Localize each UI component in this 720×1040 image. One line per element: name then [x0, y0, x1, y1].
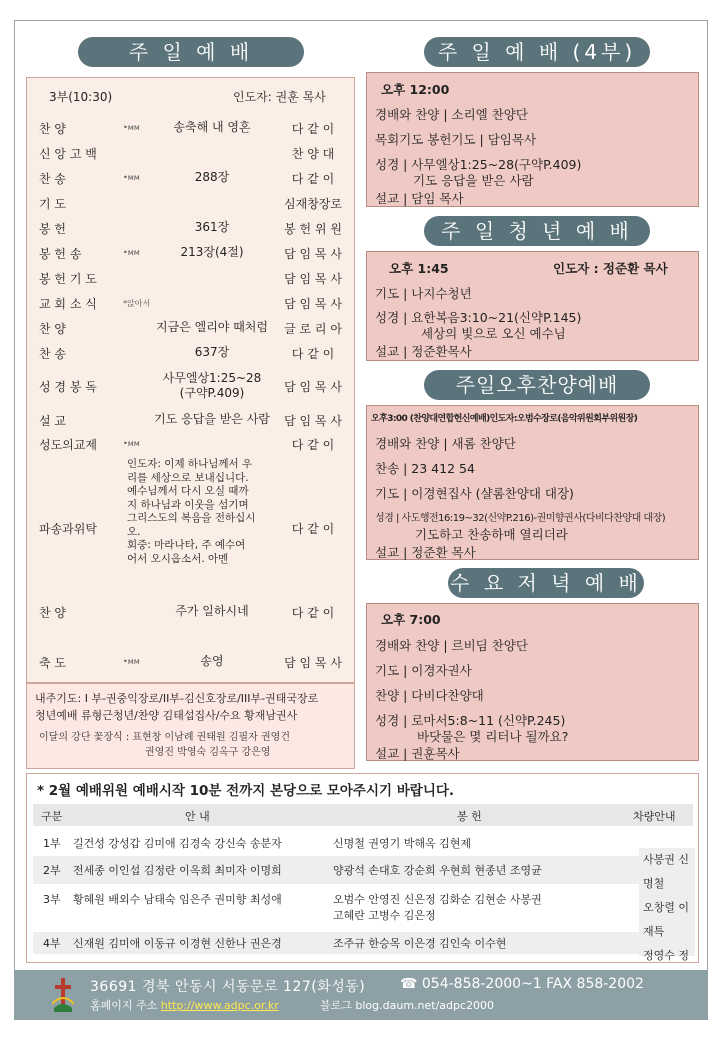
roster-part: 4부 — [43, 937, 61, 950]
youth-leader: 인도자 : 정준환 목사 — [553, 261, 668, 276]
roster-guide: 길건성 강성갑 김미애 김경숙 강신숙 송분자 — [73, 837, 282, 850]
order-content: 288장 — [194, 170, 230, 184]
order-item: 봉 헌 송 — [39, 247, 82, 261]
youth-line: 설교 | 정준환목사 — [375, 344, 472, 359]
roster-offering: 조주규 한승목 이은경 김인숙 이수현 — [333, 937, 507, 950]
order-mark: •ᴍᴍ — [123, 123, 140, 132]
order-who: 다 같 이 — [291, 606, 335, 620]
order-item: 설 교 — [39, 414, 66, 428]
footer-blog: 블로그 blog.daum.net/adpc2000 — [320, 999, 495, 1012]
order-who: 담 임 목 사 — [284, 380, 342, 394]
roster-offering: 오범수 안영진 신은정 김화순 김현순 사봉권 고혜란 고병수 김은정 — [333, 893, 542, 922]
order-mark: •ᴍᴍ — [123, 248, 140, 257]
youth-service-box — [366, 251, 699, 361]
service-4-sermon-title: 기도 응답을 받은 사람 — [413, 173, 534, 188]
car-name: 정영수 정 — [643, 949, 690, 962]
notes-box — [26, 683, 355, 769]
car-name: 사봉권 신명철 — [643, 853, 690, 890]
roster-guide: 신재원 김미애 이동규 이경현 신한나 권은경 — [73, 937, 282, 950]
flower-note-1: 이달의 강단 꽃장식 : 표현창 이남례 권태원 김필자 권영건 — [39, 732, 290, 743]
order-mark: •ᴍᴍ — [123, 439, 140, 448]
order-content: 주가 일하시네 — [175, 604, 249, 618]
roster-offering: 양광석 손대호 강순희 우현희 현종년 조영균 — [333, 864, 542, 877]
order-mark: •ᴍᴍ — [123, 657, 140, 666]
wednesday-sermon-title: 바닷물은 몇 리터나 될까요? — [417, 729, 569, 744]
order-item: 축 도 — [39, 656, 66, 670]
col-guide: 안 내 — [185, 810, 210, 823]
order-mark: *앉아서 — [123, 299, 151, 308]
wednesday-line: 기도 | 이경자권사 — [375, 663, 472, 678]
order-who: 글 로 리 아 — [284, 322, 342, 336]
prayer-note-2: 청년예배 류형근청년/찬양 김태섭집사/수요 황재남권사 — [35, 709, 298, 722]
order-item: 교 회 소 식 — [39, 297, 97, 311]
order-who: 다 같 이 — [291, 122, 335, 136]
service-4-line: 성경 | 사무엘상1:25~28(구약P.409) — [375, 157, 582, 172]
order-item: 기 도 — [39, 197, 66, 211]
order-who: 담 임 목 사 — [284, 414, 342, 428]
roster-offering: 신명철 권영기 박해옥 김현제 — [333, 837, 472, 850]
footer — [14, 970, 708, 1020]
order-content: 361장 — [194, 220, 230, 234]
order-who: 담 임 목 사 — [284, 272, 342, 286]
order-content: 기도 응답을 받은 사람 — [154, 412, 270, 426]
order-item: 찬 송 — [39, 347, 66, 361]
order-content: 지금은 엘리야 때처럼 — [156, 320, 268, 334]
order-content: 637장 — [194, 345, 230, 359]
afternoon-header: 오후3:00 (찬양대연합헌신예배)인도자:오범수장로(음악위원회부위원장) — [371, 414, 638, 424]
roster-part: 2부 — [43, 864, 61, 877]
order-content: 인도자: 이제 하나님께서 우리를 세상으로 보내십니다. 예수님께서 다시 오실 때까지 하나님과 이웃을 섬기며 그리스도의 복음을 전하십시오. 회중: 마라나타, 주 예수여 어서 오시옵소서. 아멘 — [127, 458, 256, 565]
footer-address: 36691 경북 안동시 서동문로 127(화성동) — [90, 979, 366, 995]
home-label: 홈페이지 주소 — [90, 999, 158, 1012]
wednesday-service-title: 수 요 저 녁 예 배 — [448, 568, 644, 598]
order-who: 담 임 목 사 — [284, 247, 342, 261]
wednesday-service-box — [366, 603, 699, 761]
youth-service-title: 주 일 청 년 예 배 — [424, 216, 650, 246]
order-who: 봉 헌 위 원 — [284, 222, 342, 236]
order-item: 성 경 봉 독 — [39, 380, 97, 394]
col-part: 구분 — [41, 810, 63, 823]
roster-guide: 전세종 이인섭 김정란 이옥희 최미자 이명희 — [73, 864, 282, 877]
afternoon-line: 성경 | 사도행전16:19~32(신약P.216)-권미향권사(다비다찬양대 대장) — [375, 513, 666, 524]
roster-row — [33, 932, 639, 954]
order-item: 찬 양 — [39, 122, 66, 136]
sunday-service-title: 주 일 예 배 — [78, 37, 304, 67]
youth-sermon-title: 세상의 빛으로 오신 예수님 — [421, 326, 566, 341]
service-leader: 인도자: 권훈 목사 — [233, 90, 326, 104]
order-item: 봉 헌 기 도 — [39, 272, 97, 286]
order-item: 성도의교제 — [39, 438, 97, 452]
youth-time: 오후 1:45 — [389, 261, 449, 276]
order-who: 담 임 목 사 — [284, 656, 342, 670]
roster-part: 1부 — [43, 837, 61, 850]
home-url-link[interactable]: http://www.adpc.or.kr — [160, 999, 279, 1012]
service-4-line: 목회기도 봉헌기도 | 담임목사 — [375, 132, 537, 147]
car-guide — [639, 848, 695, 962]
order-item: 찬 송 — [39, 172, 66, 186]
order-who: 심재창장로 — [284, 197, 342, 211]
afternoon-line: 기도 | 이경현집사 (샬롬찬양대 대장) — [375, 486, 574, 501]
afternoon-sermon-title: 기도하고 찬송하매 열리더라 — [415, 527, 568, 542]
afternoon-line: 찬송 | 23 412 54 — [375, 461, 475, 476]
service-4-line: 설교 | 담임 목사 — [375, 191, 464, 206]
footer-home — [90, 997, 279, 1013]
order-content: 송영 — [200, 654, 224, 668]
roster-row — [33, 888, 639, 928]
wednesday-line: 설교 | 권훈목사 — [375, 746, 460, 761]
wednesday-line: 성경 | 로마서5:8~11 (신약P.245) — [375, 713, 566, 728]
order-who: 담 임 목 사 — [284, 297, 342, 311]
roster-part: 3부 — [43, 893, 61, 906]
wednesday-line: 찬양 | 다비다찬양대 — [375, 688, 484, 703]
roster-row — [33, 856, 639, 884]
youth-line: 성경 | 요한복음3:10~21(신약P.145) — [375, 310, 582, 325]
order-who: 찬 양 대 — [291, 147, 335, 161]
youth-line: 기도 | 나지수청년 — [375, 286, 472, 301]
afternoon-line: 경배와 찬양 | 새롬 찬양단 — [375, 436, 516, 451]
order-mark: •ᴍᴍ — [123, 173, 140, 182]
afternoon-line: 설교 | 정준환 목사 — [375, 545, 476, 560]
order-content: 사무엘상1:25~28 (구약P.409) — [162, 371, 262, 400]
service-time: 3부(10:30) — [49, 90, 113, 104]
order-who: 다 같 이 — [291, 172, 335, 186]
flower-note-2: 권영진 박영숙 김옥구 강은영 — [145, 747, 271, 758]
order-item: 파송과위탁 — [39, 522, 97, 536]
col-car: 차량안내 — [633, 810, 676, 823]
footer-tel: ☎ 054-858-2000~1 FAX 858-2002 — [400, 976, 644, 992]
flower-note — [35, 730, 346, 760]
order-item: 신 앙 고 백 — [39, 147, 97, 161]
order-who: 다 같 이 — [291, 438, 335, 452]
prayer-note-1: 내주기도: I 부-권중익장로/II부-김신호장로/III부-권태국장로 — [35, 692, 319, 705]
order-content: 213장(4절) — [180, 245, 244, 259]
service-4-title: 주 일 예 배 (4부) — [424, 37, 650, 67]
church-logo-icon — [52, 978, 74, 1012]
sunday-service-order — [26, 77, 355, 683]
order-who: 다 같 이 — [291, 522, 335, 536]
car-name: 오창렬 이재특 — [643, 901, 690, 938]
service-4-line: 경배와 찬양 | 소리엘 찬양단 — [375, 107, 528, 122]
service-4-time: 오후 12:00 — [381, 82, 450, 97]
afternoon-service-title: 주일오후찬양예배 — [424, 370, 650, 400]
roster-row — [33, 832, 639, 854]
roster-guide: 황혜원 배외수 남태숙 임은주 권미향 최성애 — [73, 893, 282, 906]
wednesday-time: 오후 7:00 — [381, 612, 441, 627]
order-content: 송축해 내 영혼 — [173, 120, 251, 134]
wednesday-line: 경배와 찬양 | 르비딤 찬양단 — [375, 638, 528, 653]
order-item: 봉 헌 — [39, 222, 66, 236]
order-item: 찬 양 — [39, 322, 66, 336]
col-offering: 봉 헌 — [457, 810, 482, 823]
service-4-box — [366, 72, 699, 207]
order-item: 찬 양 — [39, 606, 66, 620]
february-roster — [26, 773, 699, 963]
afternoon-service-box — [366, 405, 699, 560]
order-who: 다 같 이 — [291, 347, 335, 361]
roster-header — [33, 804, 693, 826]
roster-title: * 2월 예배위원 예배시작 10분 전까지 본당으로 모아주시기 바랍니다. — [37, 783, 455, 799]
